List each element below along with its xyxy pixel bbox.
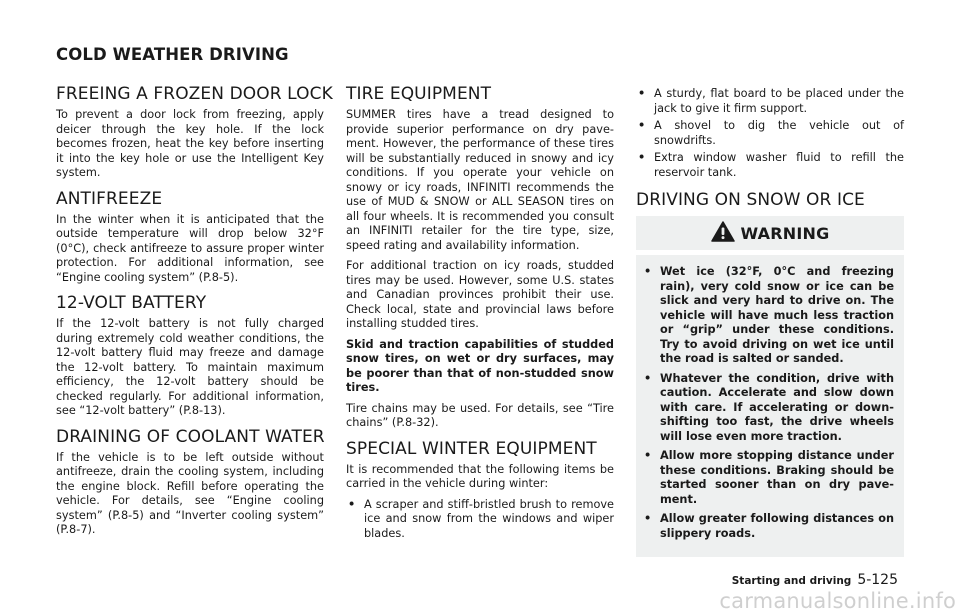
section-antifreeze [56, 189, 324, 286]
equipment-list-continued [636, 87, 904, 180]
bold-caution-paragraph: Skid and traction capabilities of studded snow tires, on wet or dry surfaces, may be poorer than that of non-studded snow tires. [346, 337, 614, 394]
section-heading: DRIVING ON SNOW OR ICE [636, 190, 865, 210]
warning-item [642, 512, 894, 541]
warning-list [642, 265, 894, 541]
warning-item [642, 372, 894, 445]
section-draining-coolant [56, 427, 324, 538]
section-paragraph: To prevent a door lock from freezing, apply deicer through the key hole. If the lock becomes frozen, heat the key before inserting it into the key hole or use the Intelligent Key system. [56, 108, 324, 179]
footer-section-name: Starting and driving [731, 575, 852, 587]
section-paragraph: Tire chains may be used. For details, see “Tire chains” (P.8-32). [346, 401, 614, 429]
column-2 [346, 84, 614, 549]
section-paragraph: If the vehicle is to be left outside without antifreeze, drain the cooling system, including the engine block. Refill before operating the vehicle. For details, see “Engine cooling system” (P.8-5) and “Inverter cooling system” (P.8-7). [56, 450, 324, 536]
list-item [636, 87, 904, 116]
equipment-list [346, 498, 614, 542]
bullet-icon: • [638, 87, 646, 100]
list-item-text: Extra window washer fluid to refill the reservoir tank. [654, 151, 904, 179]
section-heading: FREEING A FROZEN DOOR LOCK [56, 84, 333, 104]
warning-box [636, 216, 904, 557]
warning-header [636, 216, 904, 250]
section-heading: TIRE EQUIPMENT [346, 84, 492, 104]
section-12v-battery [56, 293, 324, 419]
warning-item [642, 449, 894, 507]
list-item-text: A scraper and stiff-bristled brush to remove ice and snow from the windows and wiper blades. [364, 497, 614, 540]
section-frozen-door-lock [56, 84, 333, 181]
list-item [636, 151, 904, 180]
page-footer [732, 572, 898, 588]
column-1 [56, 84, 333, 546]
column-3 [636, 87, 904, 557]
section-heading: ANTIFREEZE [56, 188, 163, 209]
warning-item-text: Allow greater following distances on slippery roads. [660, 512, 894, 540]
bullet-icon: • [638, 119, 646, 132]
section-paragraph: If the 12-volt battery is not fully charged during extremely cold weather conditions, the 12-volt battery fluid may freeze and damage the 12-volt battery. To maintain maximum efficiency, the 12-volt battery should be checked regularly. For additional information, see “12-volt battery” (P.8-13). [56, 317, 324, 417]
warning-item-text: Allow more stopping distance under these conditions. Braking should be started sooner than on dry pavement. [660, 449, 894, 506]
warning-item-text: Wet ice (32°F, 0°C and freezing rain), very cold snow or ice can be slick and very hard to drive on. The vehicle will have much less traction or “grip” under these conditions. Try to avoid driving on wet ice until the road is salted or sanded. [660, 265, 894, 365]
warning-item [642, 265, 894, 367]
list-item-text: A shovel to dig the vehicle out of snowdrifts. [654, 119, 904, 147]
page-title: COLD WEATHER DRIVING [56, 45, 289, 64]
warning-triangle-icon [711, 221, 735, 246]
watermark: carmanualsonline.info [719, 589, 956, 613]
list-item [346, 498, 614, 542]
warning-label: WARNING [740, 223, 830, 243]
section-paragraph: SUMMER tires have a tread designed to provide superior performance on dry pavement. However, the performance of these tires will be substantially reduced in snowy and icy conditions. If you operate your vehicle on snowy or icy roads, INFINITI recommends the use of MUD & SNOW or ALL SEASON tires on all four wheels. It is recommended you consult an INFINITI retailer for the tire type, size, speed rating and availability information. [346, 108, 614, 252]
list-item [636, 119, 904, 148]
warning-item-text: Whatever the condition, drive with caution. Accelerate and slow down with care. If accelerating or downshifting too fast, the drive wheels will lose even more traction. [660, 371, 894, 443]
section-tire-equipment [346, 84, 614, 431]
bullet-icon: • [644, 512, 652, 525]
section-special-winter-equipment [346, 439, 614, 542]
bullet-icon: • [644, 371, 652, 385]
section-heading: DRAINING OF COOLANT WATER [56, 426, 325, 447]
section-paragraph: It is recommended that the following items be carried in the vehicle during winter: [346, 462, 614, 490]
section-paragraph: In the winter when it is anticipated that the outside temperature will drop below 32°F (0°C), check antifreeze to assure proper winter protection. For additional information, see “Engine cooling system” (P.8-5). [56, 212, 324, 284]
bullet-icon: • [644, 449, 652, 462]
section-heading: SPECIAL WINTER EQUIPMENT [346, 438, 597, 459]
section-paragraph: For additional traction on icy roads, studded tires may be used. However, some U.S. states and Canadian provinces prohibit their use. Check local, state and provincial laws before installing studded tires. [346, 259, 614, 330]
list-item-text: A sturdy, flat board to be placed under the jack to give it firm support. [654, 87, 904, 115]
section-heading: 12-VOLT BATTERY [56, 293, 207, 313]
bullet-icon: • [644, 265, 652, 278]
bullet-icon: • [348, 497, 356, 511]
page-number: 5-125 [857, 572, 898, 588]
warning-body [636, 255, 904, 557]
bullet-icon: • [638, 151, 646, 164]
